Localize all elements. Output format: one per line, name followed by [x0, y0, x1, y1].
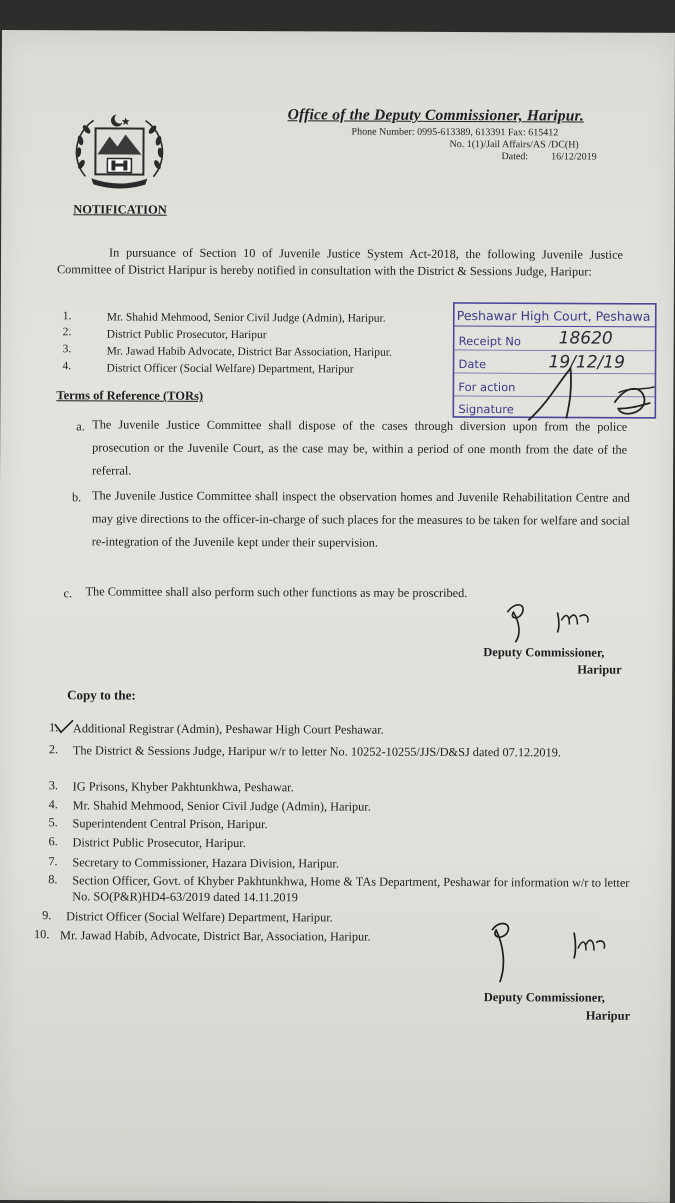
- copy-number: 2.: [48, 742, 59, 757]
- copy-number: 4.: [48, 797, 58, 812]
- copy-item: Secretary to Commissioner, Hazara Division, Haripur.: [72, 855, 339, 871]
- copy-item: District Public Prosecutor, Haripur.: [72, 835, 246, 851]
- copy-number: 10.: [34, 927, 50, 942]
- office-title: Office of the Deputy Commissioner, Haripur.: [287, 106, 585, 125]
- tor-letter: b.: [71, 490, 82, 505]
- handwritten-signature-icon: [499, 598, 609, 646]
- tor-item: The Committee shall also perform such other functions as may be proscribed.: [85, 584, 468, 601]
- stamp-receipt-label: Receipt No: [458, 333, 521, 349]
- signatory-place: Haripur: [585, 1008, 631, 1023]
- dated-line: [501, 151, 596, 162]
- committee-number: 1.: [62, 310, 72, 323]
- copy-number: 8.: [48, 872, 58, 887]
- stamp-action-label: For action: [458, 379, 516, 395]
- copy-number: 6.: [48, 834, 58, 849]
- tors-heading: Terms of Reference (TORs): [56, 388, 204, 403]
- dated-value: 16/12/2019: [551, 151, 597, 163]
- tor-item: The Juvenile Justice Committee shall dispose of the cases through diversion upon from the police prosecution or the Juvenile Court, as the case may be, within a period of one month from the date of the referral.: [92, 417, 628, 478]
- copy-item: Additional Registrar (Admin), Peshawar High Court Peshawar.: [72, 721, 384, 737]
- copy-item: IG Prisons, Khyber Pakhtunkhwa, Peshawar.: [72, 779, 294, 795]
- committee-member: Mr. Jawad Habib Advocate, District Bar Association, Haripur.: [106, 345, 392, 359]
- file-number: No. 1(1)/Jail Affairs/AS /DC(H): [449, 138, 579, 151]
- copy-number: 3.: [48, 778, 58, 793]
- copy-heading: Copy to the:: [67, 687, 136, 703]
- committee-member: District Public Prosecutor, Haripur: [106, 328, 267, 342]
- copy-item: Superintendent Central Prison, Haripur.: [72, 816, 268, 832]
- signatory-title: Deputy Commissioner,: [483, 645, 605, 660]
- signatory-title: Deputy Commissioner,: [483, 990, 605, 1005]
- committee-number: 4.: [62, 360, 72, 373]
- document-page: [0, 30, 675, 1203]
- copy-number: 7.: [48, 854, 58, 869]
- tor-letter: c.: [63, 586, 73, 601]
- committee-number: 2.: [62, 326, 72, 339]
- copy-item: District Officer (Social Welfare) Department, Haripur.: [66, 909, 333, 925]
- notification-heading: NOTIFICATION: [73, 202, 167, 217]
- committee-number: 3.: [62, 343, 72, 356]
- stamp-date-label: Date: [458, 356, 487, 372]
- signatory-place: Haripur: [577, 662, 622, 677]
- stamp-receipt-value: 18620: [558, 328, 613, 349]
- government-seal-icon: [67, 110, 171, 190]
- copy-number: 5.: [48, 815, 58, 830]
- committee-member: Mr. Shahid Mehmood, Senior Civil Judge (Admin), Haripur.: [106, 311, 386, 325]
- copy-item: The District & Sessions Judge, Haripur w/r to letter No. 10252-10255/JJS/D&SJ dated 07.12.2019.: [72, 743, 561, 760]
- copy-item: Mr. Jawad Habib, Advocate, District Bar, Association, Haripur.: [60, 928, 371, 944]
- dated-label: Dated:: [501, 151, 529, 163]
- tor-letter: a.: [76, 419, 85, 434]
- copy-number: 9.: [42, 908, 52, 923]
- phone-number: Phone Number: 0995-613389, 613391 Fax: 615412: [351, 126, 559, 139]
- receipt-stamp: [452, 302, 659, 421]
- copy-number: 1.: [48, 720, 59, 735]
- stamp-date-value: 19/12/19: [548, 352, 625, 373]
- copy-item: Mr. Shahid Mehmood, Senior Civil Judge (Admin), Haripur.: [72, 798, 371, 814]
- tor-item: The Juvenile Justice Committee shall inspect the observation homes and Juvenile Rehabilitation Centre and may give directions to the officer-in-charge of such places for the measures to be taken for welfare and social re-integration of the Juvenile kept under their supervision.: [91, 488, 630, 550]
- committee-member: District Officer (Social Welfare) Department, Haripur: [106, 362, 354, 376]
- intro-paragraph: In pursuance of Section 10 of Juvenile Justice System Act-2018, the following Juvenile Justice Committee of District Haripur is hereby notified in consultation with the District & Sessions Judge, Haripur:: [56, 245, 624, 279]
- stamp-court-name: Peshawar High Court, Peshawa: [456, 307, 651, 324]
- stamp-signature-label: Signature: [458, 401, 514, 417]
- handwritten-signature-icon: [478, 918, 618, 991]
- copy-item: Section Officer, Govt. of Khyber Pakhtunkhwa, Home & TAs Department, Peshawar for information w/r to letter No. SO(P&R)HD4-63/2019 dated 14.11.2019: [72, 873, 630, 905]
